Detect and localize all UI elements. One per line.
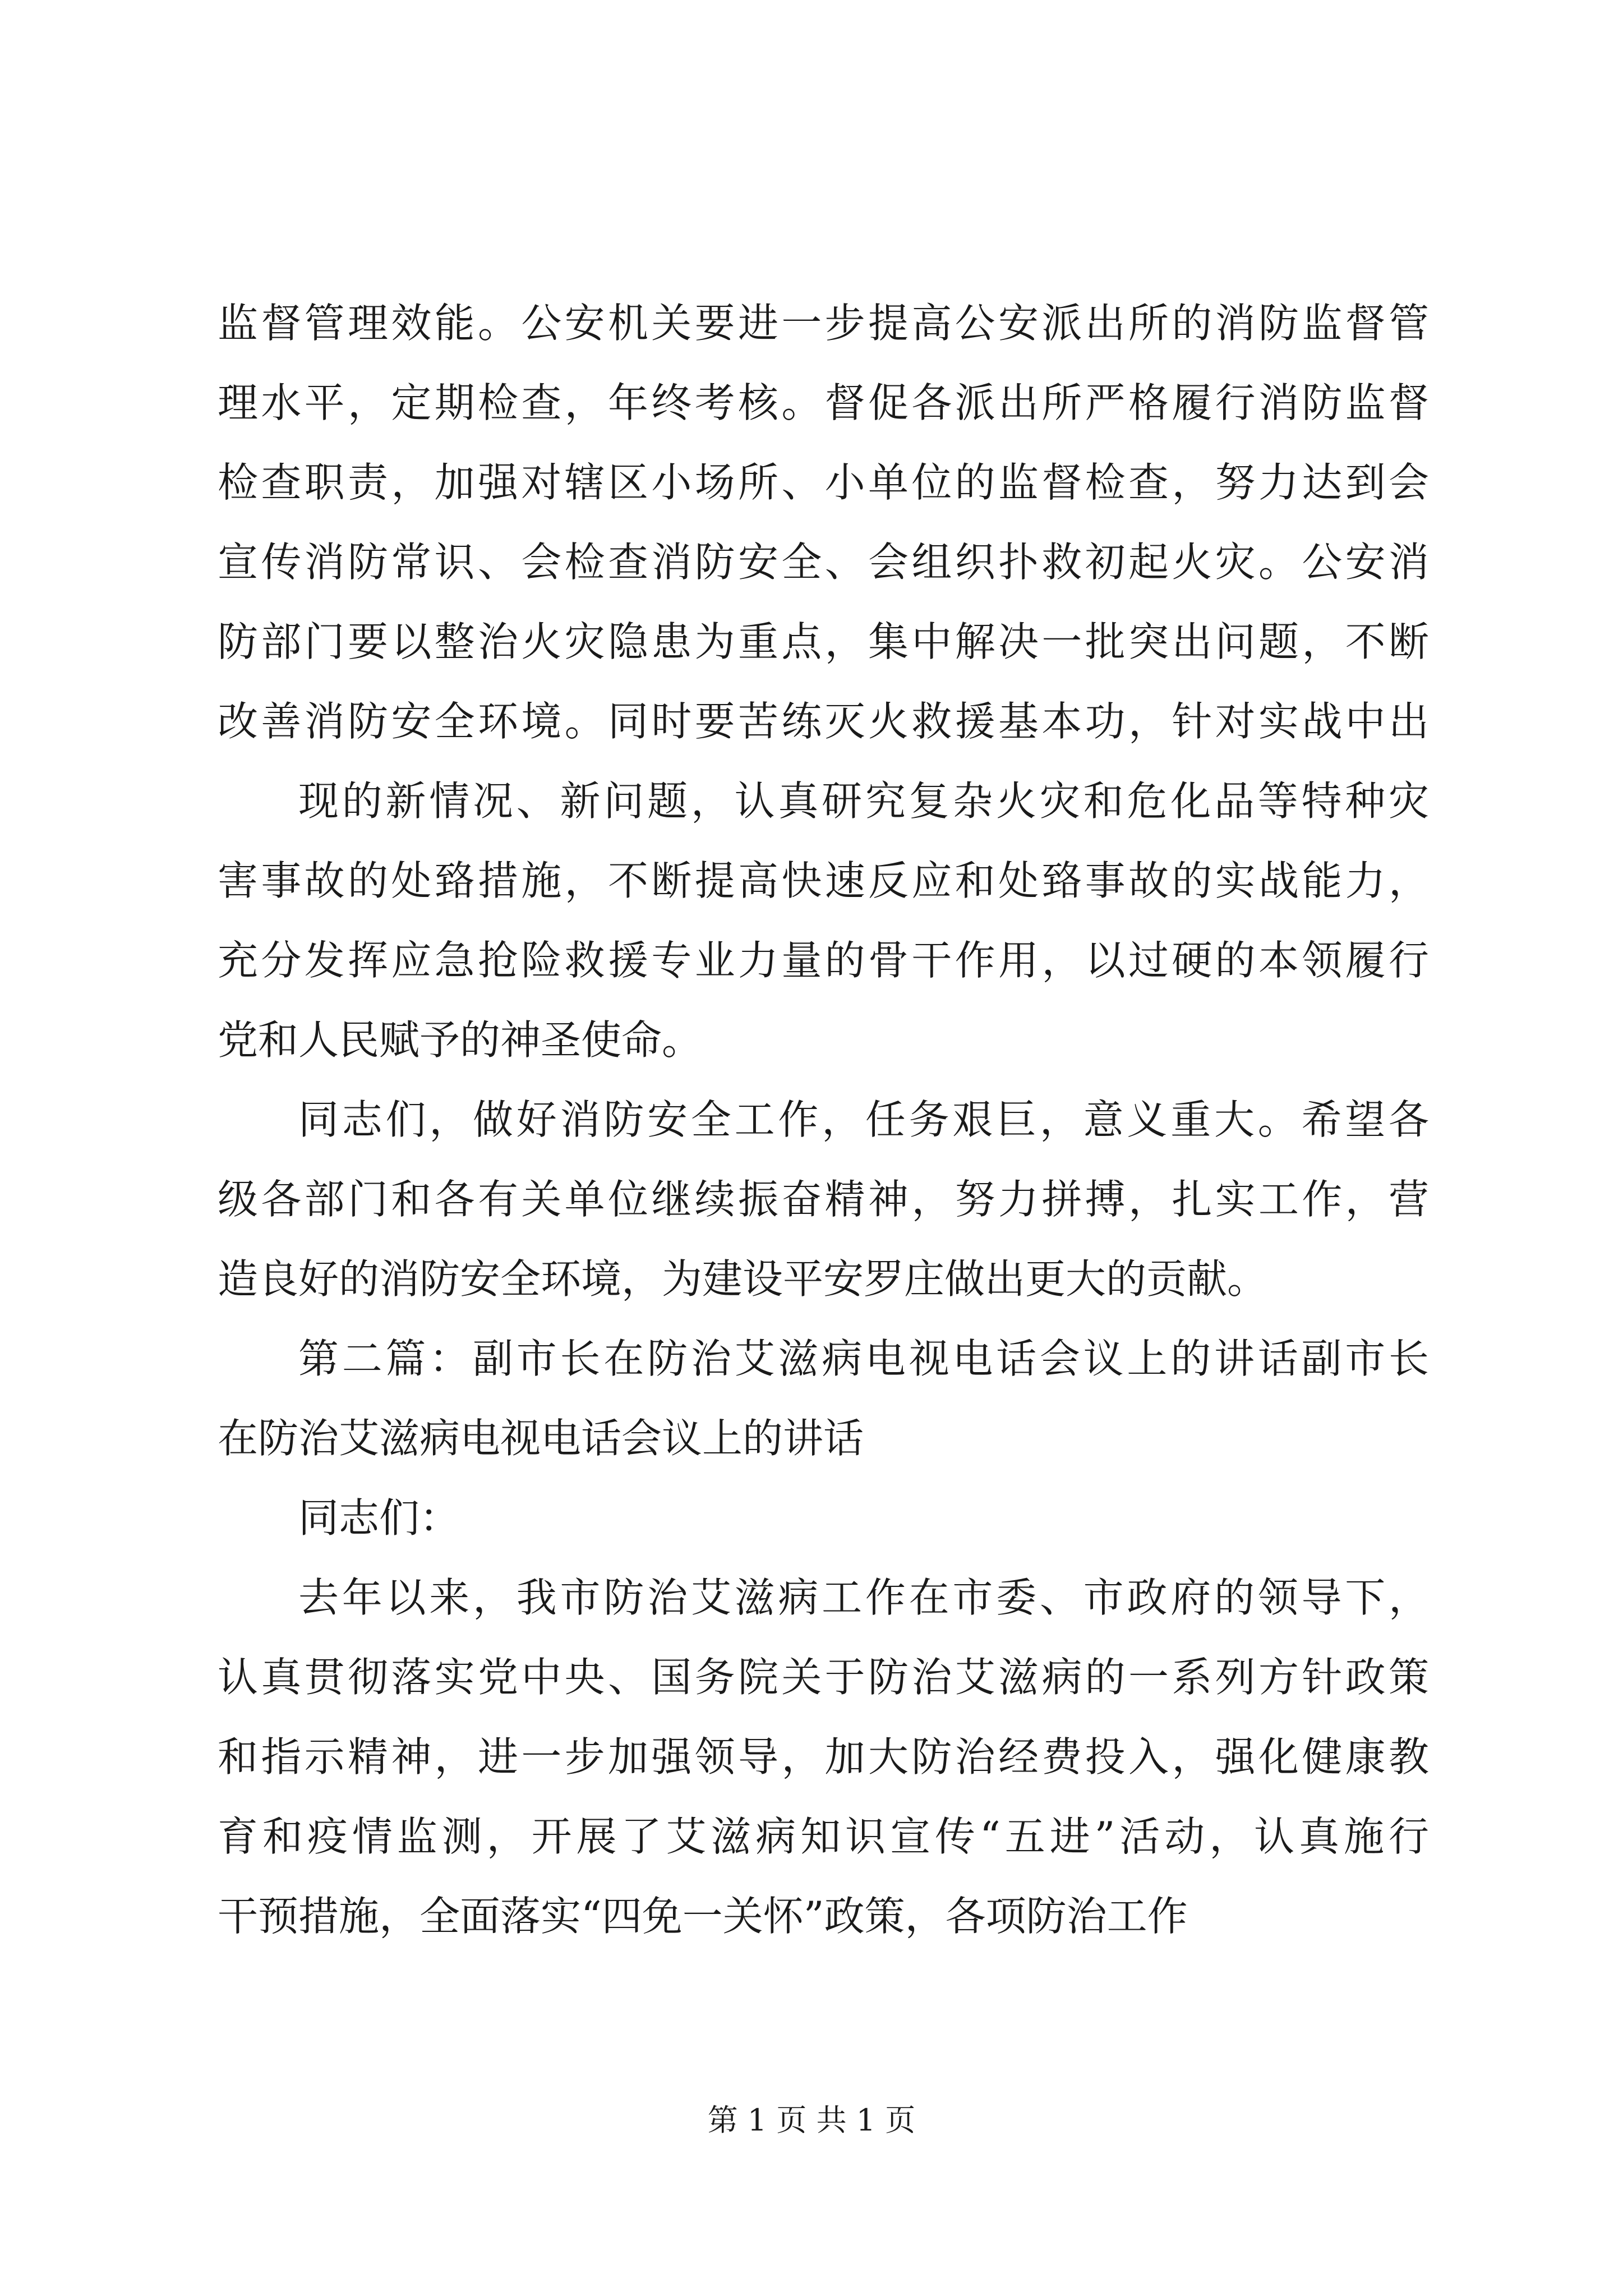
text-line: 育和疫情监测，开展了艾滋病知识宣传“五进”活动，认真施行 <box>218 1813 1429 1860</box>
document-body <box>218 283 1429 1956</box>
text-line: 监督管理效能。公安机关要进一步提高公安派出所的消防监督管 <box>218 300 1429 347</box>
text-line: 造良好的消防安全环境，为建设平安罗庄做出更大的贡献。 <box>218 1255 1268 1303</box>
salutation: 同志们： <box>298 1494 460 1542</box>
text-line: 害事故的处臵措施，不断提高快速反应和处臵事故的实战能力， <box>218 857 1429 904</box>
text-line: 防部门要以整治火灾隐患为重点，集中解决一批突出问题，不断 <box>218 618 1429 665</box>
text-line: 检查职责，加强对辖区小场所、小单位的监督检查，努力达到会 <box>218 459 1429 506</box>
text-line: 党和人民赋予的神圣使命。 <box>218 1016 703 1064</box>
text-line: 同志们，做好消防安全工作，任务艰巨，意义重大。希望各 <box>298 1096 1429 1143</box>
section-heading: 第二篇：副市长在防治艾滋病电视电话会议上的讲话副市长 <box>298 1335 1429 1382</box>
text-line: 现的新情况、新问题，认真研究复杂火灾和危化品等特种灾 <box>298 777 1429 825</box>
text-line: 级各部门和各有关单位继续振奋精神，努力拼搏，扎实工作，营 <box>218 1176 1429 1223</box>
text-line: 宣传消防常识、会检查消防安全、会组织扑救初起火灾。公安消 <box>218 539 1429 586</box>
text-line: 理水平，定期检查，年终考核。督促各派出所严格履行消防监督 <box>218 379 1429 426</box>
text-line: 去年以来，我市防治艾滋病工作在市委、市政府的领导下， <box>298 1574 1429 1621</box>
text-line: 充分发挥应急抢险救援专业力量的骨干作用，以过硬的本领履行 <box>218 937 1429 984</box>
text-line: 干预措施，全面落实“四免一关怀”政策，各项防治工作 <box>218 1893 1188 1940</box>
page-number-footer: 第 1 页 共 1 页 <box>707 2102 916 2138</box>
section-heading: 在防治艾滋病电视电话会议上的讲话 <box>218 1415 864 1462</box>
text-line: 认真贯彻落实党中央、国务院关于防治艾滋病的一系列方针政策 <box>218 1654 1429 1701</box>
text-line: 和指示精神，进一步加强领导，加大防治经费投入，强化健康教 <box>218 1733 1429 1780</box>
text-line: 改善消防安全环境。同时要苦练灭火救援基本功，针对实战中出 <box>218 698 1429 745</box>
